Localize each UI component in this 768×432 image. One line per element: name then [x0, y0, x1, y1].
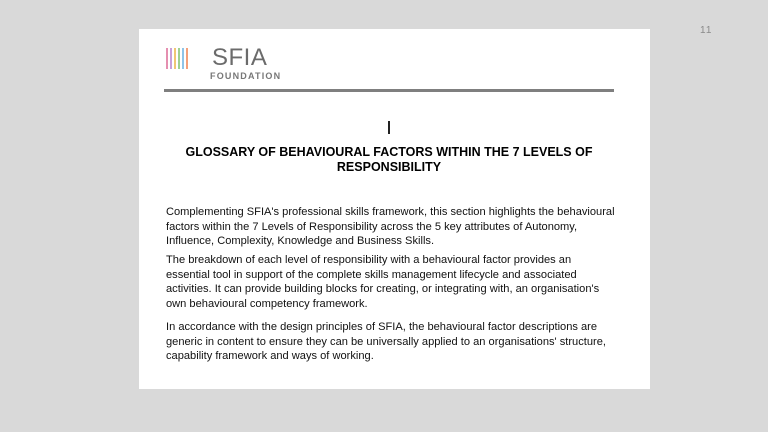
slide-number: 11	[700, 25, 713, 36]
paragraph-breakdown: The breakdown of each level of responsibility with a behavioural factor provides an essential tool in support of the complete skills management lifecycle and associated activities. It can provide building blocks for creating, or integrating with, an organisation's own behavioural competency framework.	[166, 254, 600, 310]
logo-bar	[182, 48, 184, 69]
paragraph-principles: In accordance with the design principles of SFIA, the behavioural factor descriptions are generic in content to ensure they can be universally applied to an organisations' structure, capability framework and ways of working.	[166, 321, 606, 363]
text-cursor	[388, 121, 390, 134]
logo-bar	[166, 48, 168, 69]
logo-bar	[186, 48, 188, 69]
header-divider	[164, 89, 614, 92]
logo-bar	[174, 48, 176, 69]
paragraph-intro: Complementing SFIA's professional skills framework, this section highlights the behavioural factors within the 7 Levels of Responsibility across the 5 key attributes of Autonomy, Influence, Complexity, Knowledge and Business Skills.	[166, 206, 615, 248]
logo-bar	[170, 48, 172, 69]
logo-name: SFIA	[212, 44, 268, 71]
logo-subtitle: FOUNDATION	[210, 71, 282, 81]
document-title: GLOSSARY OF BEHAVIOURAL FACTORS WITHIN THE 7 LEVELS OF RESPONSIBILITY	[185, 145, 593, 174]
logo-bar	[178, 48, 180, 69]
document-page	[139, 29, 650, 389]
logo-bars-icon	[166, 48, 188, 69]
